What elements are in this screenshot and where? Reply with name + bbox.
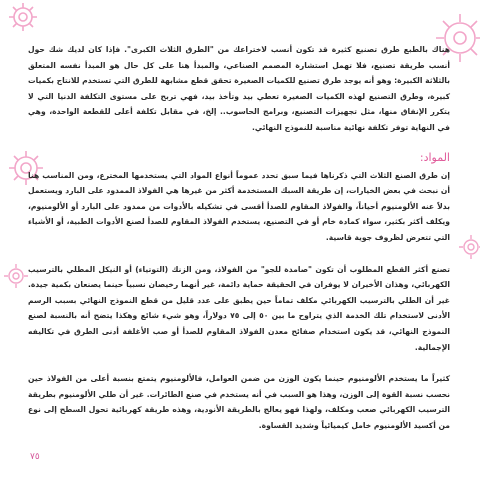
- materials-paragraph-2: تصنع أكثر القطع المطلوب أن تكون "صامدة للجو" من الفولاذ، ومن الزنك (التوتياء) أو النيكل المطلي بالترسيب الكهربائي، وهذان الأخيران لا يوفران في الحقيقة حماية دائمة، غير أنهما رخيصان نسبياً حينما يصنعان بكمية جيدة. غير أن الطلي بالترسيب الكهربائي مكلف تماماً حين يطبق على عدد قليل من قطع النموذج النهائي بسبب الرسم الأدنى لاستخدام تلك الخدمة الذي يتراوح ما بين ٥٠ إلى ٧٥ دولاراً، وهو شيء شائع وهكذا يتضح أنه بالنسبة لصنع النموذج النهائي، قد يكون استخدام صفائح معدن الفولاذ المقاوم للصدأ أو صب الأغلفة أدنى الطرق في تكاليفه الإجمالية.: [28, 264, 450, 352]
- gear-icon: [456, 232, 480, 262]
- page-body: [28, 42, 450, 433]
- intro-paragraph: هناك بالطبع طرق تصنيع كثيرة قد تكون أنسب لاختراعك من "الطرق الثلاث الكبرى". فإذا كان لديك شك حول أنسب طريقة تصنيع، فلا تهمل استشارة المصمم الصناعي، والمبدأ هنا على كل حال هو المبدأ نفسه المتعلق بالثلاثة الكبيرة: وهو أنه يوجد طرق تصنيع للكميات الصغيرة تحقق قطع مشابهة للطرق التي تستخدم للانتاج بكميات كبيرة، وطرق التصنيع لهذه الكميات الصغيرة تعطي بيد وتأخذ بيد، فهي تربح على مستوى التكلفة الدنيا التي لا يتكرر الإنفاق منها، مثل تجهيزات التصنيع، وبرامج الحاسوب.. إلخ، في مقابل تكلفة أعلى للقطعة الواحدة، وهي في النهاية توفر تكلفة نهائية مناسبة للنموذج النهائي.: [28, 45, 450, 132]
- section-heading-materials: المواد:: [419, 150, 450, 164]
- gear-icon: [2, 262, 30, 290]
- page-number: ٧٥: [30, 452, 40, 462]
- materials-paragraph-3: كثيراً ما يستخدم الألومنيوم حينما يكون الوزن من ضمن العوامل، فالألومنيوم يتمتع بنسبة أعلى من الفولاذ حين نحسب نسبة القوة إلى الوزن، وهذا هو السبب في أنه يستخدم في صنع الطائرات. غير أن طلي الألومنيوم بطريقة الترسيب الكهربائي صعب ومكلف، ولهذا فهو يعالج بالطريقة الأنودية، وهذه طريقة كهربائية تحول السطح إلى نوع من أكسيد الألومنيوم خامل كيميائياً وشديد القساوة.: [28, 374, 450, 430]
- materials-paragraph-1: إن طرق الصنع الثلاث التي ذكرناها فيما سبق تحدد عموماً أنواع المواد التي يستخدمها المخترع، ومن المناسب هنا أن نبحث في بعض الخيارات، إن طريقة السبك المستخدمة أكثر من غيرها هي الفولاذ الممدود على البارد ويستعمل بدلاً عنه الألومنيوم أحياناً، والفولاذ المقاوم للصدأ أقسى في تشكيله بالأدوات من ممدود على البارد أو الألومنيوم، ويكلف أكثر بكثير، سواء كمادة خام أو في التصنيع، يستخدم الفولاذ المقاوم للصدأ لصنع الأدوات الطبية، أو الأشياء التي تتعرض لظروف جوية قاسية.: [28, 170, 450, 242]
- gear-icon: [6, 0, 40, 34]
